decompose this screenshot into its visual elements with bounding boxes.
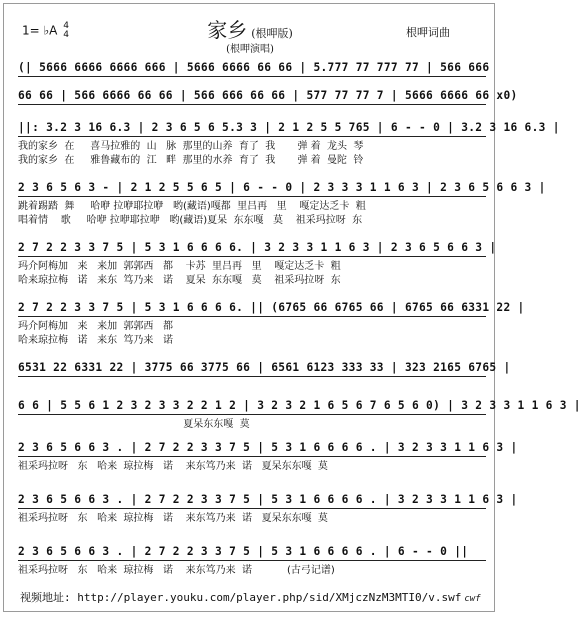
notation-line: 2 3 6 5 6 3 - | 2 1 2 5 5 6 5 | 6 - - 0 | 2 3 3 3 1 1 6 3 | 2 3 6 5 6 6 3 | <box>18 181 546 194</box>
lyric-line: 我的家乡 在 雅鲁藏布的 江 畔 那里的水养 育了 我 弹 着 曼陀 铃 <box>18 155 364 166</box>
beam-underline <box>18 508 486 511</box>
key-prefix: 1= <box>22 23 44 38</box>
key-note: ♭A <box>43 23 58 38</box>
beam-underline <box>18 456 486 459</box>
lyric-line: 夏呆东东嘎 莫 <box>18 419 250 430</box>
beam-underline <box>18 560 486 563</box>
beam-underline <box>18 376 486 379</box>
lyric-line: 唱着情 歌 哈咿 拉咿耶拉咿 哟(藏语)夏呆 东东嘎 莫 祖采玛拉呀 东 <box>18 215 363 226</box>
beam-underline <box>18 414 486 417</box>
notation-line: 66 66 | 566 6666 66 66 | 566 666 66 66 | 577 77 77 7 | 5666 6666 66 x0) <box>18 89 518 102</box>
notation-line: 6531 22 6331 22 | 3775 66 3775 66 | 6561 6123 333 33 | 323 2165 6765 | <box>18 361 511 374</box>
time-top: 4 <box>63 21 69 31</box>
lyricist-composer-credit: 根呷词曲 <box>406 26 450 39</box>
notation-line: 2 3 6 5 6 6 3 . | 2 7 2 2 3 3 7 5 | 5 3 1 6 6 6 6 . | 3 2 3 3 1 1 6 3 | <box>18 493 518 506</box>
beam-underline <box>18 196 486 199</box>
video-link-footer <box>20 589 481 605</box>
notation-line: 6 6 | 5 5 6 1 2 3 2 3 3 2 2 1 2 | 3 2 3 2 1 6 5 6 7 6 5 6 0) | 3 2 3 3 1 1 6 3 | <box>18 399 581 412</box>
beam-underline <box>18 316 486 319</box>
beam-underline <box>18 104 486 107</box>
notation-line: (| 5666 6666 6666 666 | 5666 6666 66 66 | 5.777 77 777 77 | 566 666 <box>18 61 490 74</box>
lyric-line: 我的家乡 在 喜马拉雅的 山 脉 那里的山养 育了 我 弹 着 龙头 琴 <box>18 141 364 152</box>
song-version: (根呷版) <box>251 27 293 40</box>
video-address[interactable]: 视频地址: http://player.youku.com/player.php/sid/XMjczNzM3MTI0/v.swf <box>20 591 462 604</box>
notation-line: 2 7 2 2 3 3 7 5 | 5 3 1 6 6 6 6. | 3 2 3 3 1 1 6 3 | 2 3 6 5 6 6 3 | <box>18 241 497 254</box>
time-bottom: 4 <box>63 30 69 40</box>
signature: cwf <box>464 594 481 604</box>
notation-line: 2 3 6 5 6 6 3 . | 2 7 2 2 3 3 7 5 | 5 3 1 6 6 6 6 . | 6 - - 0 || <box>18 545 469 558</box>
notation-line: ||: 3.2 3 16 6.3 | 2 3 6 5 6 5.3 3 | 2 1 2 5 5 765 | 6 - - 0 | 3.2 3 16 6.3 | <box>18 121 560 134</box>
notation-line: 2 7 2 2 3 3 7 5 | 5 3 1 6 6 6 6. || (6765 66 6765 66 | 6765 66 6331 22 | <box>18 301 525 314</box>
song-title: 家乡 <box>207 18 248 42</box>
lyric-line: 祖采玛拉呀 东 哈来 琼拉梅 诺 来东笃乃来 诺 夏呆东东嘎 莫 <box>18 461 328 472</box>
lyric-line: 玛介阿梅加 来 来加 郭郭西 都 <box>18 321 173 332</box>
lyric-line: 祖采玛拉呀 东 哈来 琼拉梅 诺 来东笃乃来 诺 (古弓记谱) <box>18 565 335 576</box>
notation-line: 2 3 6 5 6 6 3 . | 2 7 2 2 3 3 7 5 | 5 3 1 6 6 6 6 . | 3 2 3 3 1 1 6 3 | <box>18 441 518 454</box>
lyric-line: 祖采玛拉呀 东 哈来 琼拉梅 诺 来东笃乃来 诺 夏呆东东嘎 莫 <box>18 513 328 524</box>
lyric-line: 玛介阿梅加 来 来加 郭郭西 都 卡苏 里吕再 里 嘎定达乏卡 粗 <box>18 261 341 272</box>
lyric-line: 哈来琼拉梅 诺 来东 笃乃来 诺 夏呆 东东嘎 莫 祖采玛拉呀 东 <box>18 275 341 286</box>
beam-underline <box>18 76 486 79</box>
lyric-line: 跳着踢踏 舞 哈咿 拉咿耶拉咿 哟(藏语)嘎都 里吕再 里 嘎定达乏卡 粗 <box>18 201 366 212</box>
singer-credit: (根呷演唱) <box>226 44 274 55</box>
beam-underline <box>18 256 486 259</box>
beam-underline <box>18 136 486 139</box>
lyric-line: 哈来琼拉梅 诺 来东 笃乃来 诺 <box>18 335 173 346</box>
